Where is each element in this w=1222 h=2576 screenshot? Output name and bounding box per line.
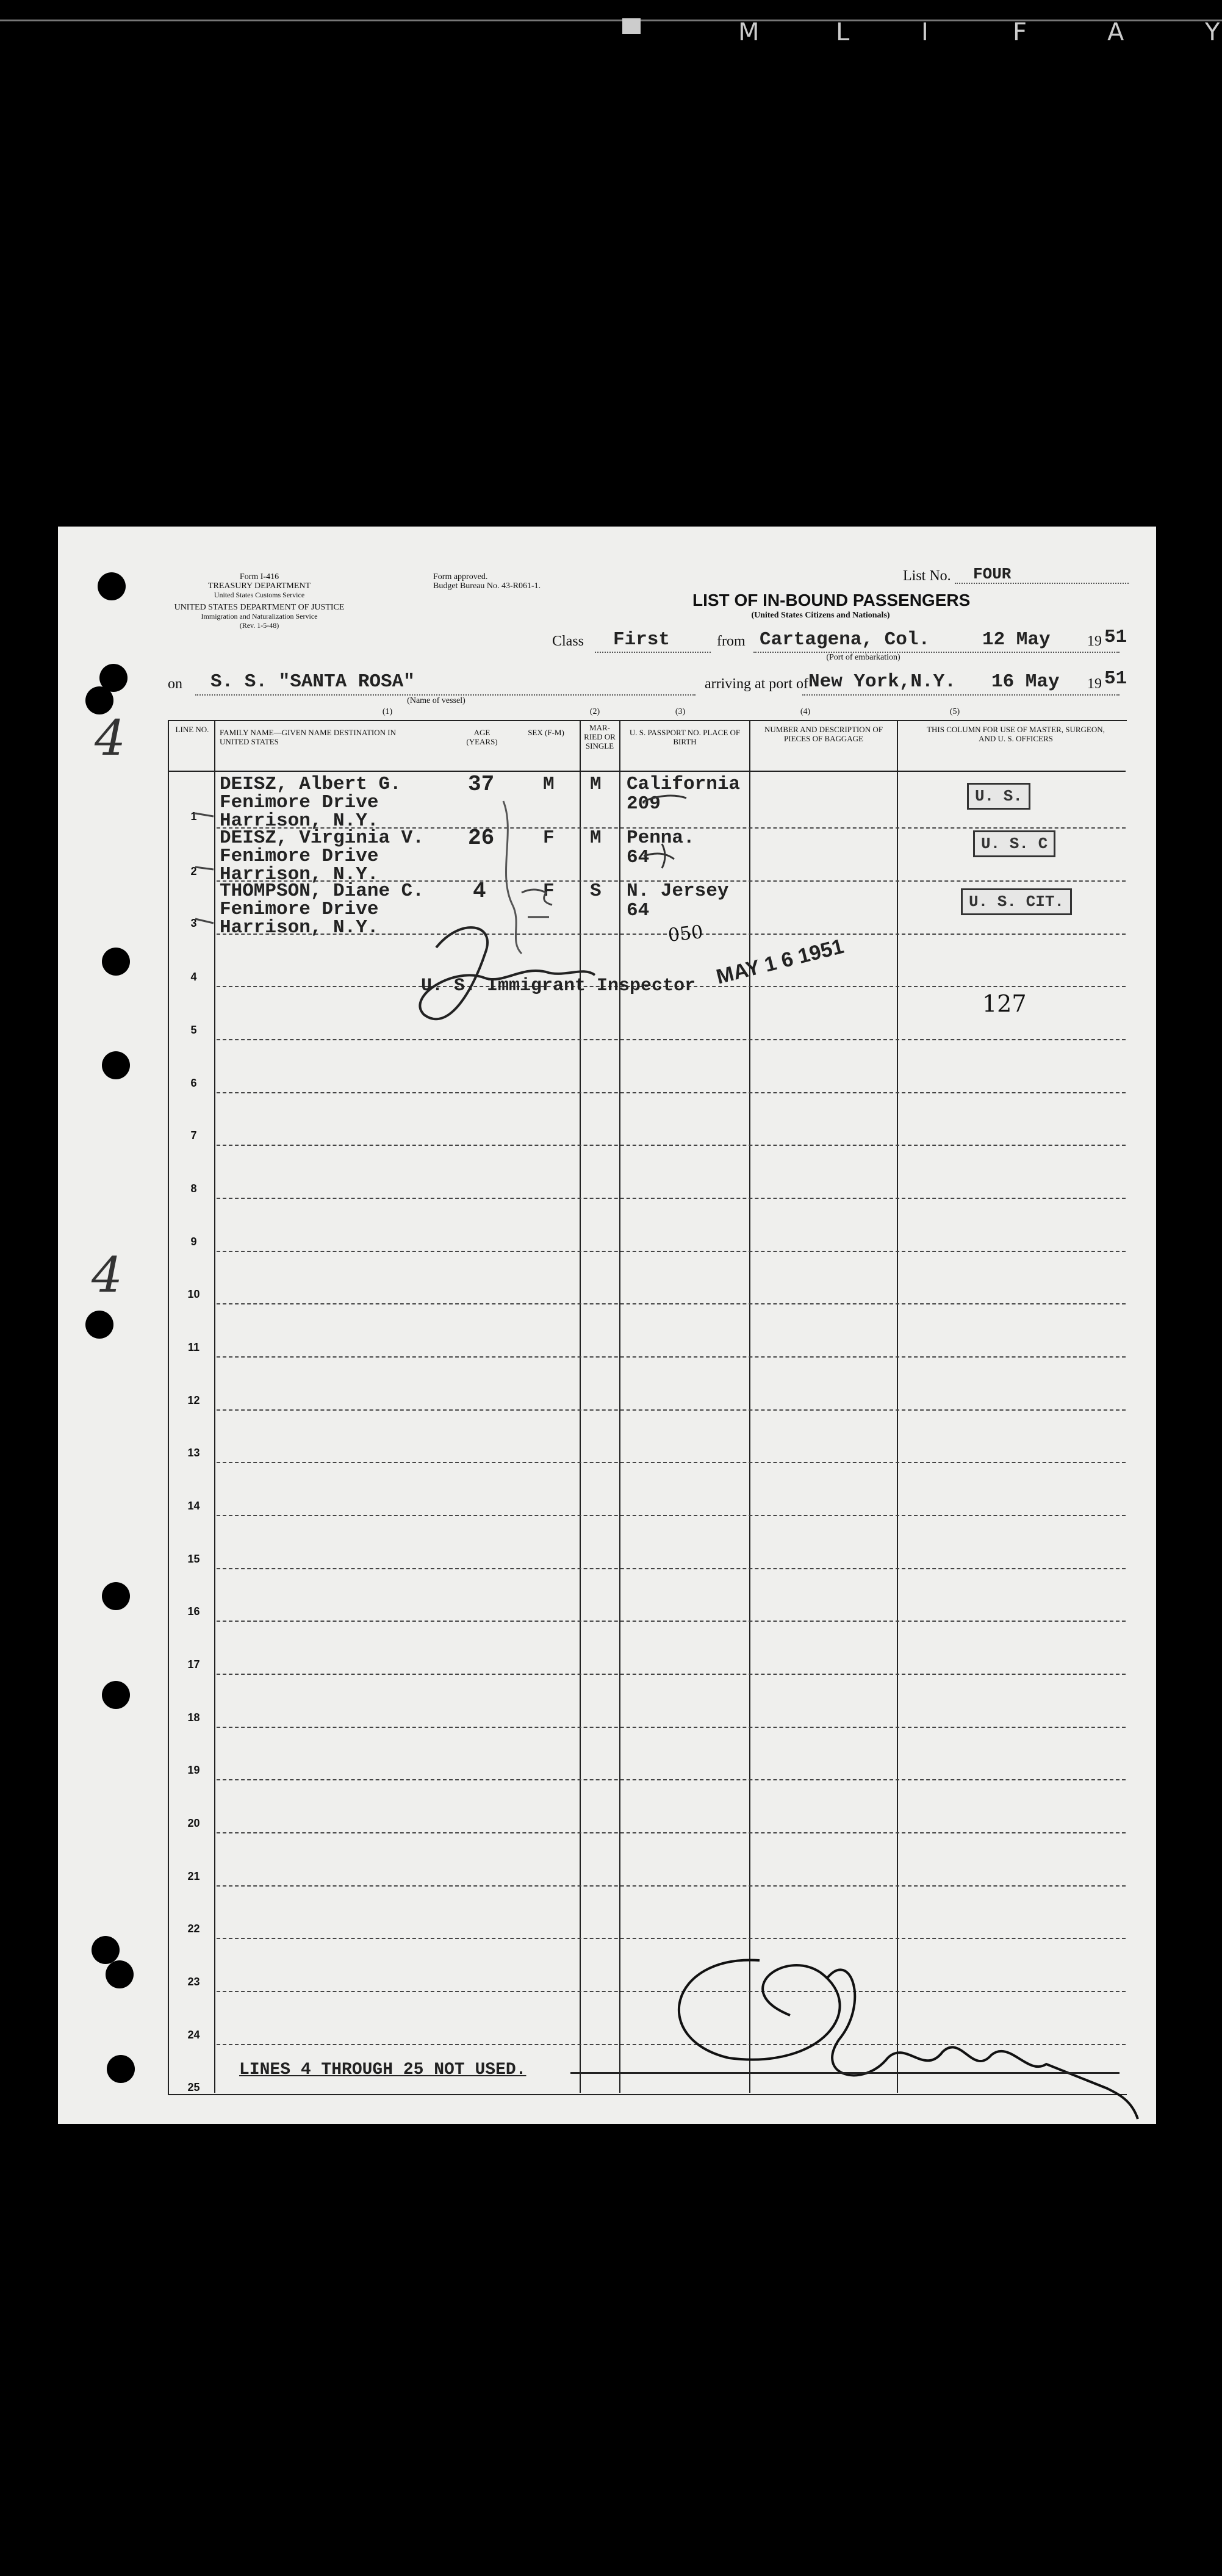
pencil-mark: 4 — [92, 1247, 123, 1303]
passenger-dest-city: Harrison, N.Y. — [220, 810, 379, 832]
depart-year: 51 — [1104, 627, 1127, 648]
passenger-dest-city: Harrison, N.Y. — [220, 864, 379, 885]
citizen-stamp: U. S. — [967, 783, 1030, 810]
line-number: 9 — [190, 1236, 197, 1248]
line-number: 20 — [187, 1817, 200, 1829]
line-number: 23 — [187, 1976, 200, 1988]
passenger-sex: F — [543, 827, 555, 849]
film-marker — [622, 18, 641, 34]
treasury-dept: TREASURY DEPARTMENT — [207, 581, 311, 591]
col-header-name: FAMILY NAME—GIVEN NAME DESTINATION IN UNITED STATES — [220, 728, 397, 746]
line-number: 3 — [190, 917, 197, 929]
pencil-number: 050 — [667, 921, 704, 946]
film-letter: I — [921, 18, 929, 46]
passenger-passport: 64 — [627, 847, 650, 868]
vessel-name: S. S. "SANTA ROSA" — [210, 671, 415, 693]
film-letter: M — [738, 18, 760, 46]
passenger-sex: F — [543, 880, 555, 902]
col-number: (5) — [949, 707, 960, 716]
col-header-baggage: NUMBER AND DESCRIPTION OF PIECES OF BAGGAGE — [764, 725, 883, 743]
line-number: 4 — [190, 971, 197, 983]
line-number: 10 — [187, 1288, 200, 1300]
film-letter: F — [1013, 18, 1027, 46]
col-number: (2) — [589, 707, 600, 716]
film-letter: A — [1107, 18, 1124, 46]
from-value: Cartagena, Col. — [760, 629, 930, 650]
line-number: 14 — [187, 1500, 200, 1512]
depart-date: 12 May — [982, 629, 1051, 650]
line-number: 8 — [190, 1182, 197, 1195]
arrival-date: 16 May — [991, 671, 1060, 693]
passenger-age: 26 — [468, 826, 495, 851]
citizen-stamp: U. S. CIT. — [961, 888, 1072, 915]
on-label: on — [168, 676, 182, 692]
passenger-age: 37 — [468, 772, 495, 797]
passenger-name: DEISZ, Albert G. — [220, 774, 401, 795]
line-number: 11 — [187, 1341, 200, 1353]
pencil-mark: 4 — [95, 710, 126, 766]
port-note: (Port of embarkation) — [826, 653, 900, 662]
line-number: 1 — [190, 810, 197, 822]
unused-lines-note: LINES 4 THROUGH 25 NOT USED. — [239, 2060, 527, 2079]
pencil-marks — [644, 796, 686, 868]
col-header-married: MAR- RIED OR SINGLE — [584, 723, 616, 750]
col-number: (4) — [800, 707, 811, 716]
pencil-note — [522, 890, 552, 917]
passenger-birthplace: California — [627, 774, 741, 795]
film-letter: Y — [1205, 18, 1220, 46]
list-no-value: FOUR — [973, 565, 1012, 583]
line-number: 24 — [187, 2029, 200, 2041]
form-title: LIST OF IN-BOUND PASSENGERS — [692, 591, 971, 610]
closing-rule — [570, 2072, 1120, 2074]
pencil-bracket — [503, 801, 522, 954]
form-subtitle: (United States Citizens and Nationals) — [751, 611, 890, 620]
depart-year-prefix: 19 — [1087, 633, 1102, 649]
col-header-line: LINE NO. — [175, 725, 209, 734]
pencil-number: 127 — [982, 990, 1027, 1017]
passenger-marital: M — [590, 827, 602, 849]
date-stamp: MAY 1 6 1951 — [714, 934, 846, 989]
col-header-age: AGE (YEARS) — [466, 728, 498, 746]
budget-bureau: Budget Bureau No. 43-R061-1. — [433, 581, 541, 591]
justice-dept: UNITED STATES DEPARTMENT OF JUSTICE — [174, 603, 345, 612]
arrival-port: New York,N.Y. — [808, 671, 956, 693]
line-number: 21 — [187, 1870, 200, 1882]
line-number: 5 — [190, 1024, 197, 1036]
col-number: (1) — [382, 707, 393, 716]
passenger-marital: S — [590, 880, 602, 902]
passenger-dest-street: Fenimore Drive — [220, 792, 379, 813]
line-number: 12 — [187, 1394, 200, 1406]
line-number: 19 — [187, 1764, 200, 1776]
line-number: 25 — [187, 2081, 200, 2093]
passenger-birthplace: N. Jersey — [627, 880, 729, 902]
line-number: 18 — [187, 1711, 200, 1724]
passenger-name: THOMPSON, Diane C. — [220, 880, 424, 902]
passenger-dest-street: Fenimore Drive — [220, 846, 379, 867]
manifest-page — [58, 527, 1156, 2124]
line-number: 22 — [187, 1923, 200, 1935]
col-header-officers: THIS COLUMN FOR USE OF MASTER, SURGEON, AND U. S. OFFICERS — [927, 725, 1105, 743]
passenger-dest-city: Harrison, N.Y. — [220, 917, 379, 938]
line-number: 6 — [190, 1077, 197, 1089]
col-number: (3) — [675, 707, 686, 716]
class-value: First — [613, 629, 670, 650]
line-number: 7 — [190, 1129, 197, 1142]
line-number: 16 — [187, 1605, 200, 1617]
passenger-passport: 64 — [627, 900, 650, 921]
line-number: 17 — [187, 1658, 200, 1671]
passenger-name: DEISZ, Virginia V. — [220, 827, 424, 849]
form-approved: Form approved. — [433, 572, 488, 581]
arrival-year-prefix: 19 — [1087, 676, 1102, 692]
handwriting-layer — [58, 527, 1156, 2124]
master-signature — [679, 1960, 1138, 2119]
film-letter: L — [836, 18, 850, 46]
class-label: Class — [552, 633, 584, 649]
col-header-passport: U. S. PASSPORT NO. PLACE OF BIRTH — [629, 728, 741, 746]
revision: (Rev. 1-5-48) — [239, 621, 279, 630]
ins-label: Immigration and Naturalization Service — [201, 612, 318, 621]
passenger-age: 4 — [473, 879, 486, 904]
passenger-passport: 209 — [627, 793, 661, 815]
vessel-note: (Name of vessel) — [407, 696, 465, 705]
check-mark — [195, 813, 214, 923]
passenger-dest-street: Fenimore Drive — [220, 899, 379, 920]
arrival-year: 51 — [1104, 668, 1127, 689]
passenger-sex: M — [543, 774, 555, 795]
film-strip — [610, 18, 1222, 55]
list-no-label: List No. — [903, 568, 951, 584]
passenger-birthplace: Penna. — [627, 827, 695, 849]
inspector-signature — [420, 927, 595, 1019]
line-number: 13 — [187, 1447, 200, 1459]
citizen-stamp: U. S. C — [973, 830, 1055, 857]
arriving-label: arriving at port of — [705, 676, 808, 692]
passenger-marital: M — [590, 774, 602, 795]
inspector-label: U. S. Immigrant Inspector — [421, 976, 696, 996]
form-number: Form I-416 — [239, 572, 279, 581]
customs-service: United States Customs Service — [214, 591, 305, 599]
line-number: 15 — [187, 1553, 200, 1565]
col-header-sex: SEX (F-M) — [528, 728, 564, 737]
line-number: 2 — [190, 865, 197, 877]
from-label: from — [717, 633, 746, 649]
